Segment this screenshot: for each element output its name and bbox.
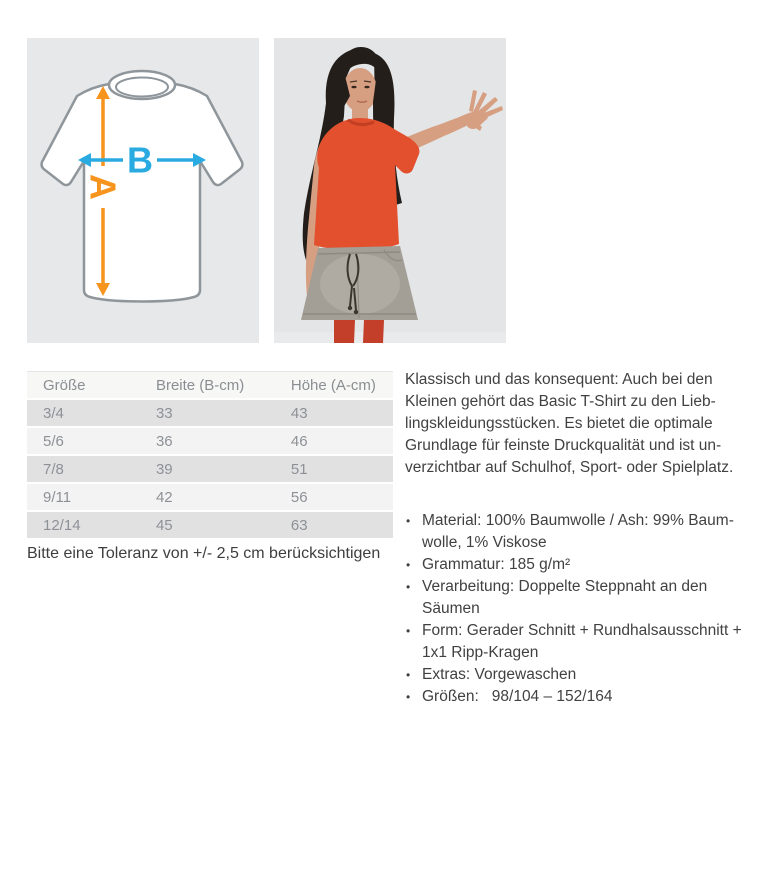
product-details [405,369,754,708]
size-cell: 5/6 [27,428,140,456]
width-label: B [127,139,153,181]
size-table-head [27,371,393,400]
width-cell: 45 [140,512,275,540]
height-label: A [82,174,124,200]
model-photo-illustration [274,38,506,343]
table-row [27,400,393,428]
size-table-body [27,400,393,540]
table-row [27,484,393,512]
size-cell: 12/14 [27,512,140,540]
photo-floor [274,332,506,343]
feature-item-groessen: • Größen: 98/104 – 152/164 [405,686,754,708]
feature-item-material: • Material: 100% Baumwolle / Ash: 99% Baumwolle, 1% Viskose [405,510,754,554]
size-cell: 3/4 [27,400,140,428]
feature-list [405,510,754,708]
feature-item-grammatur: • Grammatur: 185 g/m² [405,554,754,576]
feature-item-form: • Form: Gerader Schnitt + Rundhalsausschnitt + 1x1 Ripp-Kragen [405,620,754,664]
width-cell: 39 [140,456,275,484]
tolerance-note: Bitte eine Toleranz von +/- 2,5 cm berücksichtigen [27,545,381,562]
height-cell: 51 [275,456,393,484]
feature-item-verarbeitung: • Verarbeitung: Doppelte Steppnaht an den Säumen [405,576,754,620]
width-cell: 42 [140,484,275,512]
product-photo [274,38,506,343]
tshirt-collar-inner [116,78,168,97]
height-cell: 63 [275,512,393,540]
tshirt-outline [42,84,243,302]
product-description: Klassisch und das konsequent: Auch bei den Kleinen gehört das Basic T-Shirt zu den Lieblingskleidungsstücken. Es bietet die optimale Grundlage für feinste Druckqualität und ist unverzichtbar auf Schulhof, Sport- oder Spielplatz. [405,371,734,476]
column-header-groesse: Größe [27,371,140,400]
table-row [27,428,393,456]
size-table-header-row [27,371,393,400]
height-cell: 46 [275,428,393,456]
height-cell: 43 [275,400,393,428]
feature-item-extras: • Extras: Vorgewaschen [405,664,754,686]
width-cell: 36 [140,428,275,456]
tshirt-measurement-diagram [27,38,259,343]
column-header-breite: Breite (B-cm) [140,371,275,400]
width-cell: 33 [140,400,275,428]
girl-skirt [301,246,418,320]
table-row [27,456,393,484]
size-cell: 7/8 [27,456,140,484]
table-row [27,512,393,540]
height-cell: 56 [275,484,393,512]
size-table [27,371,393,540]
size-cell: 9/11 [27,484,140,512]
size-diagram-panel [27,38,259,343]
column-header-hoehe: Höhe (A-cm) [275,371,393,400]
